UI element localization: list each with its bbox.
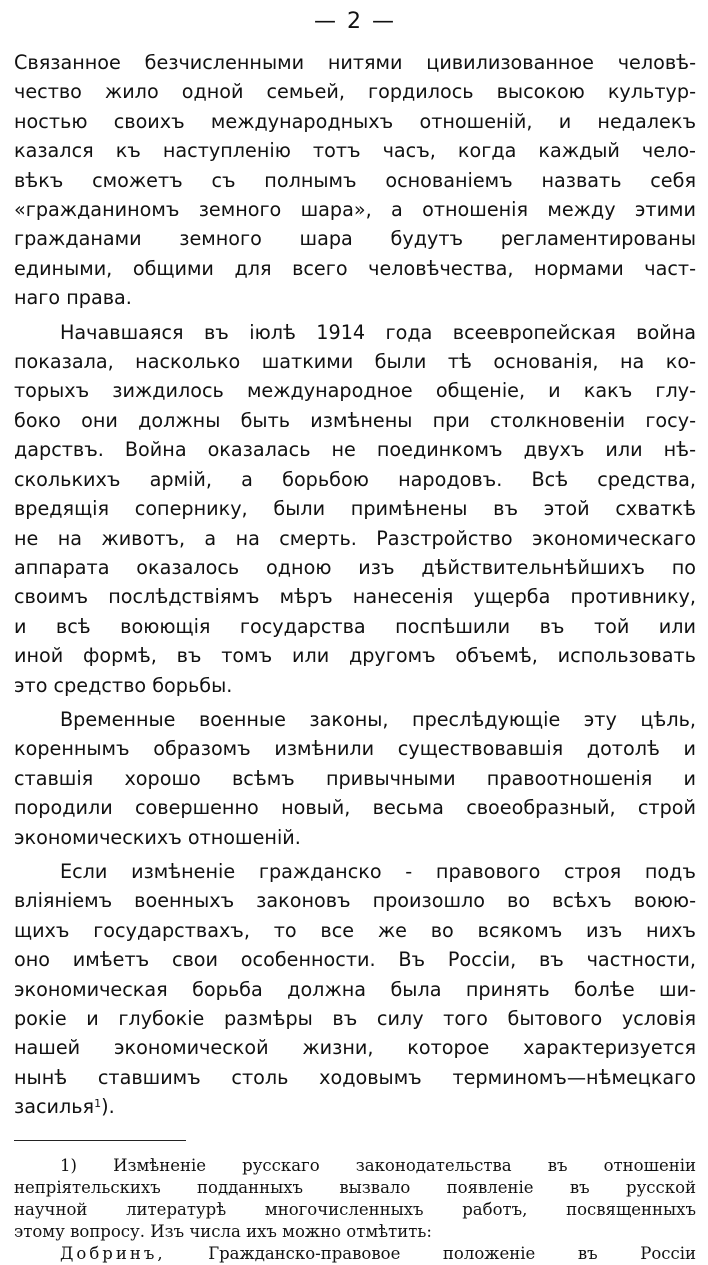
text-line: боко они должны быть измѣнены при столкновеніи госу- — [14, 408, 696, 432]
text-line: щихъ государствахъ, то все же во всякомъ изъ нихъ — [14, 918, 696, 942]
text-line: экономическихъ отношеній. — [14, 825, 301, 849]
text-line: чество жило одной семьей, гордилось высокою культур- — [14, 80, 696, 104]
footnote-text: Измѣненіе русскаго законодательства въ отношеніи — [113, 1155, 696, 1175]
text-line: рокіе и глубокіе размѣры въ силу того бытового условія — [14, 1007, 696, 1030]
paragraph-1 — [14, 48, 696, 313]
text-line: вѣкъ сможетъ съ полнымъ основаніемъ назвать себя — [14, 168, 696, 192]
text-line-with-footnote-ref — [14, 1092, 696, 1121]
text-line: дарствъ. Война оказалась не поединкомъ двухъ или нѣ- — [14, 438, 696, 462]
text-line: иной формѣ, въ томъ или другомъ объемѣ, использовать — [14, 644, 696, 668]
text-line: едиными, общими для всего человѣчества, нормами част- — [14, 256, 696, 280]
footnote-citation — [14, 1243, 696, 1265]
text-line: породили совершенно новый, весьма своеобразный, строй — [14, 796, 696, 820]
text-line: сколькихъ армій, а борьбою народовъ. Всѣ средства, — [14, 467, 696, 491]
text-line: нынѣ ставшимъ столь ходовымъ терминомъ—нѣмецкаго — [14, 1065, 696, 1089]
text-line: это средство борьбы. — [14, 673, 233, 697]
body-text — [14, 48, 696, 1122]
text-line: и всѣ воюющія государства поспѣшили въ той или — [14, 614, 696, 638]
text-line: наго права. — [14, 286, 132, 310]
citation-title: Гражданско-правовое положеніе въ Россіи — [208, 1243, 697, 1263]
text-line: гражданами земного шара будутъ регламентированы — [14, 227, 696, 251]
footnote-marker: 1) — [60, 1155, 77, 1175]
paragraph-4 — [14, 857, 696, 1122]
text-line: Связанное безчисленными нитями цивилизованное человѣ- — [14, 51, 696, 74]
text-line: аппарата оказалось одною изъ дѣйствительнѣйшихъ по — [14, 555, 696, 579]
text-line: «гражданиномъ земного шара», а отношенія между этими — [14, 198, 696, 222]
paragraph-2 — [14, 318, 696, 700]
text-line: торыхъ зиждилось международное общеніе, и какъ глу- — [14, 379, 696, 403]
document-page — [14, 0, 697, 1263]
footnote-reference[interactable]: 1 — [94, 1097, 102, 1111]
text-line: вліяніемъ военныхъ законовъ произошло во всѣхъ воюю- — [14, 889, 696, 913]
text-line: Временные военные законы, преслѣдующіе эту цѣль, — [60, 707, 696, 731]
text-line: экономическая борьба должна была принять болѣе ши- — [14, 977, 696, 1001]
text-line: казался къ наступленію тотъ часъ, когда каждый чело- — [14, 139, 696, 163]
footnote-line: непріятельскихъ подданныхъ вызвало появленіе въ русской — [14, 1177, 696, 1197]
text-line: своимъ послѣдствіямъ мѣръ нанесенія ущерба противнику, — [14, 585, 696, 609]
text-line-content: засилья — [14, 1095, 95, 1119]
paragraph-3 — [14, 705, 696, 852]
text-line: показала, насколько шаткими были тѣ основанія, на ко- — [14, 350, 696, 374]
footnote-line: этому вопросу. Изъ числа ихъ можно отмѣтить: — [14, 1221, 432, 1241]
page-number: — 2 — — [314, 9, 396, 34]
text-line: вредящія сопернику, были примѣнены въ этой схваткѣ — [14, 497, 696, 521]
citation-author: Добринъ, — [60, 1243, 166, 1263]
text-line: ставшія хорошо всѣмъ привычными правоотношенія и — [14, 766, 696, 790]
text-line: Начавшаяся въ іюлѣ 1914 года всеевропейская война — [60, 320, 696, 344]
footnote-line: научной литературѣ многочисленныхъ работъ, посвященныхъ — [14, 1199, 696, 1219]
text-line-suffix: ). — [101, 1095, 115, 1119]
text-line: Если измѣненіе гражданско - правового строя подъ — [60, 859, 696, 883]
text-line: не на животъ, а на смерть. Разстройство экономическаго — [14, 526, 696, 550]
text-line: кореннымъ образомъ измѣнили существовавшія дотолѣ и — [14, 737, 696, 761]
text-line: нашей экономической жизни, которое характеризуется — [14, 1036, 696, 1060]
text-line: ностью своихъ международныхъ отношеній, и недалекъ — [14, 109, 696, 133]
footnote — [14, 1155, 696, 1265]
footnote-divider — [14, 1140, 186, 1141]
text-line: оно имѣетъ свои особенности. Въ Россіи, въ частности, — [14, 948, 696, 972]
footnote-line — [14, 1155, 696, 1177]
